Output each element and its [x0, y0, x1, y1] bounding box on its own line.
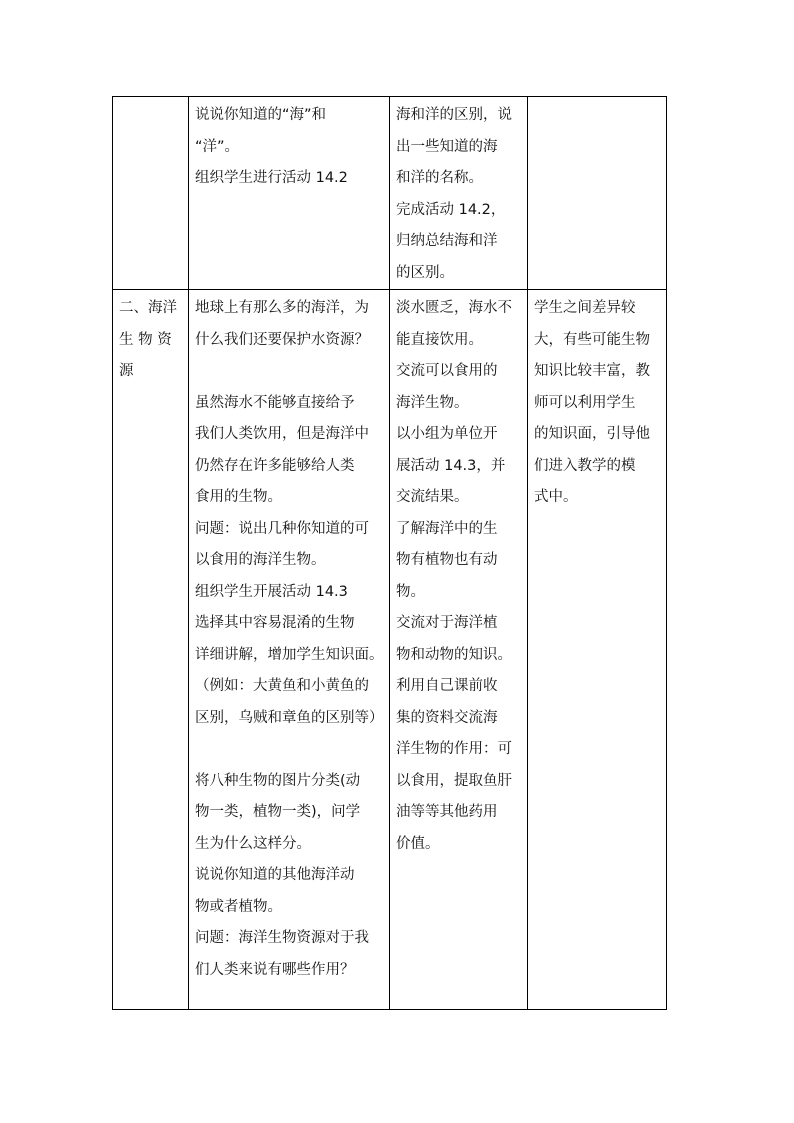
table-row: [113, 290, 667, 1010]
text-line: 大，有些可能生物: [534, 331, 650, 348]
design-notes-cell: [528, 290, 667, 1010]
text-line: 生为什么这样分。: [195, 835, 311, 852]
text-line: 价值。: [396, 835, 440, 852]
text-line: 区别，乌贼和章鱼的区别等）: [195, 709, 383, 726]
text-line: 出一些知道的海: [396, 138, 498, 155]
text-line: 师可以利用学生: [534, 394, 636, 411]
text-line: 学生之间差异较: [534, 300, 636, 316]
text-line: 淡水匮乏，海水不: [396, 300, 512, 316]
text-line: 什么我们还要保护水资源？: [195, 331, 369, 348]
text-line: 们进入教学的模: [534, 457, 636, 474]
text-line: 了解海洋中的生: [396, 520, 498, 537]
text-line: 将八种生物的图片分类(动: [195, 772, 361, 789]
section-title-line: 源: [119, 363, 134, 379]
text-line: 以食用的海洋生物。: [195, 552, 326, 568]
text-line: 展活动 14.3，并: [396, 457, 506, 474]
text-line: 选择其中容易混淆的生物: [195, 615, 355, 631]
text-line: 物或者植物。: [195, 898, 282, 915]
text-line: 知识比较丰富，教: [534, 363, 650, 379]
text-line: 物有植物也有动: [396, 552, 498, 568]
text-line: 说说你知道的其他海洋动: [195, 867, 355, 883]
text-line: 式中。: [534, 489, 578, 505]
text-line: 交流结果。: [396, 489, 469, 505]
text-line: 的知识面，引导他: [534, 426, 650, 442]
student-activity-cell: [390, 97, 528, 290]
text-line: （例如：大黄鱼和小黄鱼的: [195, 678, 369, 694]
text-line: 完成活动 14.2，: [396, 201, 506, 218]
text-line: 仍然存在许多能够给人类: [195, 457, 355, 474]
text-line: 组织学生进行活动 14.2: [195, 170, 348, 186]
text-line: 洋生物的作用：可: [396, 741, 512, 757]
text-line: 海洋生物。: [396, 394, 469, 411]
teacher-activity-cell: [189, 290, 390, 1010]
text-line: 以小组为单位开: [396, 426, 498, 442]
text-line: “洋”。: [195, 138, 240, 155]
text-line: 物和动物的知识。: [396, 646, 512, 663]
text-line: 以食用，提取鱼肝: [396, 772, 512, 789]
text-line: 物一类，植物一类)，问学: [195, 804, 361, 820]
lesson-plan-table: [112, 96, 667, 1010]
text-line: 海和洋的区别，说: [396, 107, 512, 123]
text-line: 利用自己课前收: [396, 678, 498, 694]
table-row: [113, 97, 667, 290]
blank-line: [195, 734, 383, 766]
text-line: 能直接饮用。: [396, 331, 483, 348]
text-line: 归纳总结海和洋: [396, 233, 498, 249]
text-line: 地球上有那么多的海洋，为: [195, 300, 369, 316]
text-line: 问题：说出几种你知道的可: [195, 520, 369, 537]
section-title-line: 生 物 资: [119, 331, 172, 348]
text-line: 和洋的名称。: [396, 170, 483, 186]
text-line: 交流对于海洋植: [396, 615, 498, 631]
text-line: 虽然海水不能够直接给予: [195, 394, 355, 411]
teacher-activity-cell: [189, 97, 390, 290]
section-title-line: 二、海洋: [119, 300, 177, 316]
text-line: 说说你知道的“海”和: [195, 107, 327, 123]
text-line: 食用的生物。: [195, 489, 282, 505]
text-line: 的区别。: [396, 264, 454, 281]
section-cell: [113, 290, 189, 1010]
blank-line: [195, 356, 383, 388]
text-line: 物。: [396, 583, 425, 600]
design-notes-cell: [528, 97, 667, 290]
text-line: 油等等其他药用: [396, 804, 498, 820]
text-line: 交流可以食用的: [396, 363, 498, 379]
text-line: 我们人类饮用，但是海洋中: [195, 426, 369, 442]
text-line: 组织学生开展活动 14.3: [195, 583, 348, 600]
section-cell: [113, 97, 189, 290]
text-line: 详细讲解，增加学生知识面。: [195, 646, 383, 663]
student-activity-cell: [390, 290, 528, 1010]
text-line: 问题：海洋生物资源对于我: [195, 930, 369, 946]
text-line: 集的资料交流海: [396, 709, 498, 726]
text-line: 们人类来说有哪些作用？: [195, 961, 355, 978]
